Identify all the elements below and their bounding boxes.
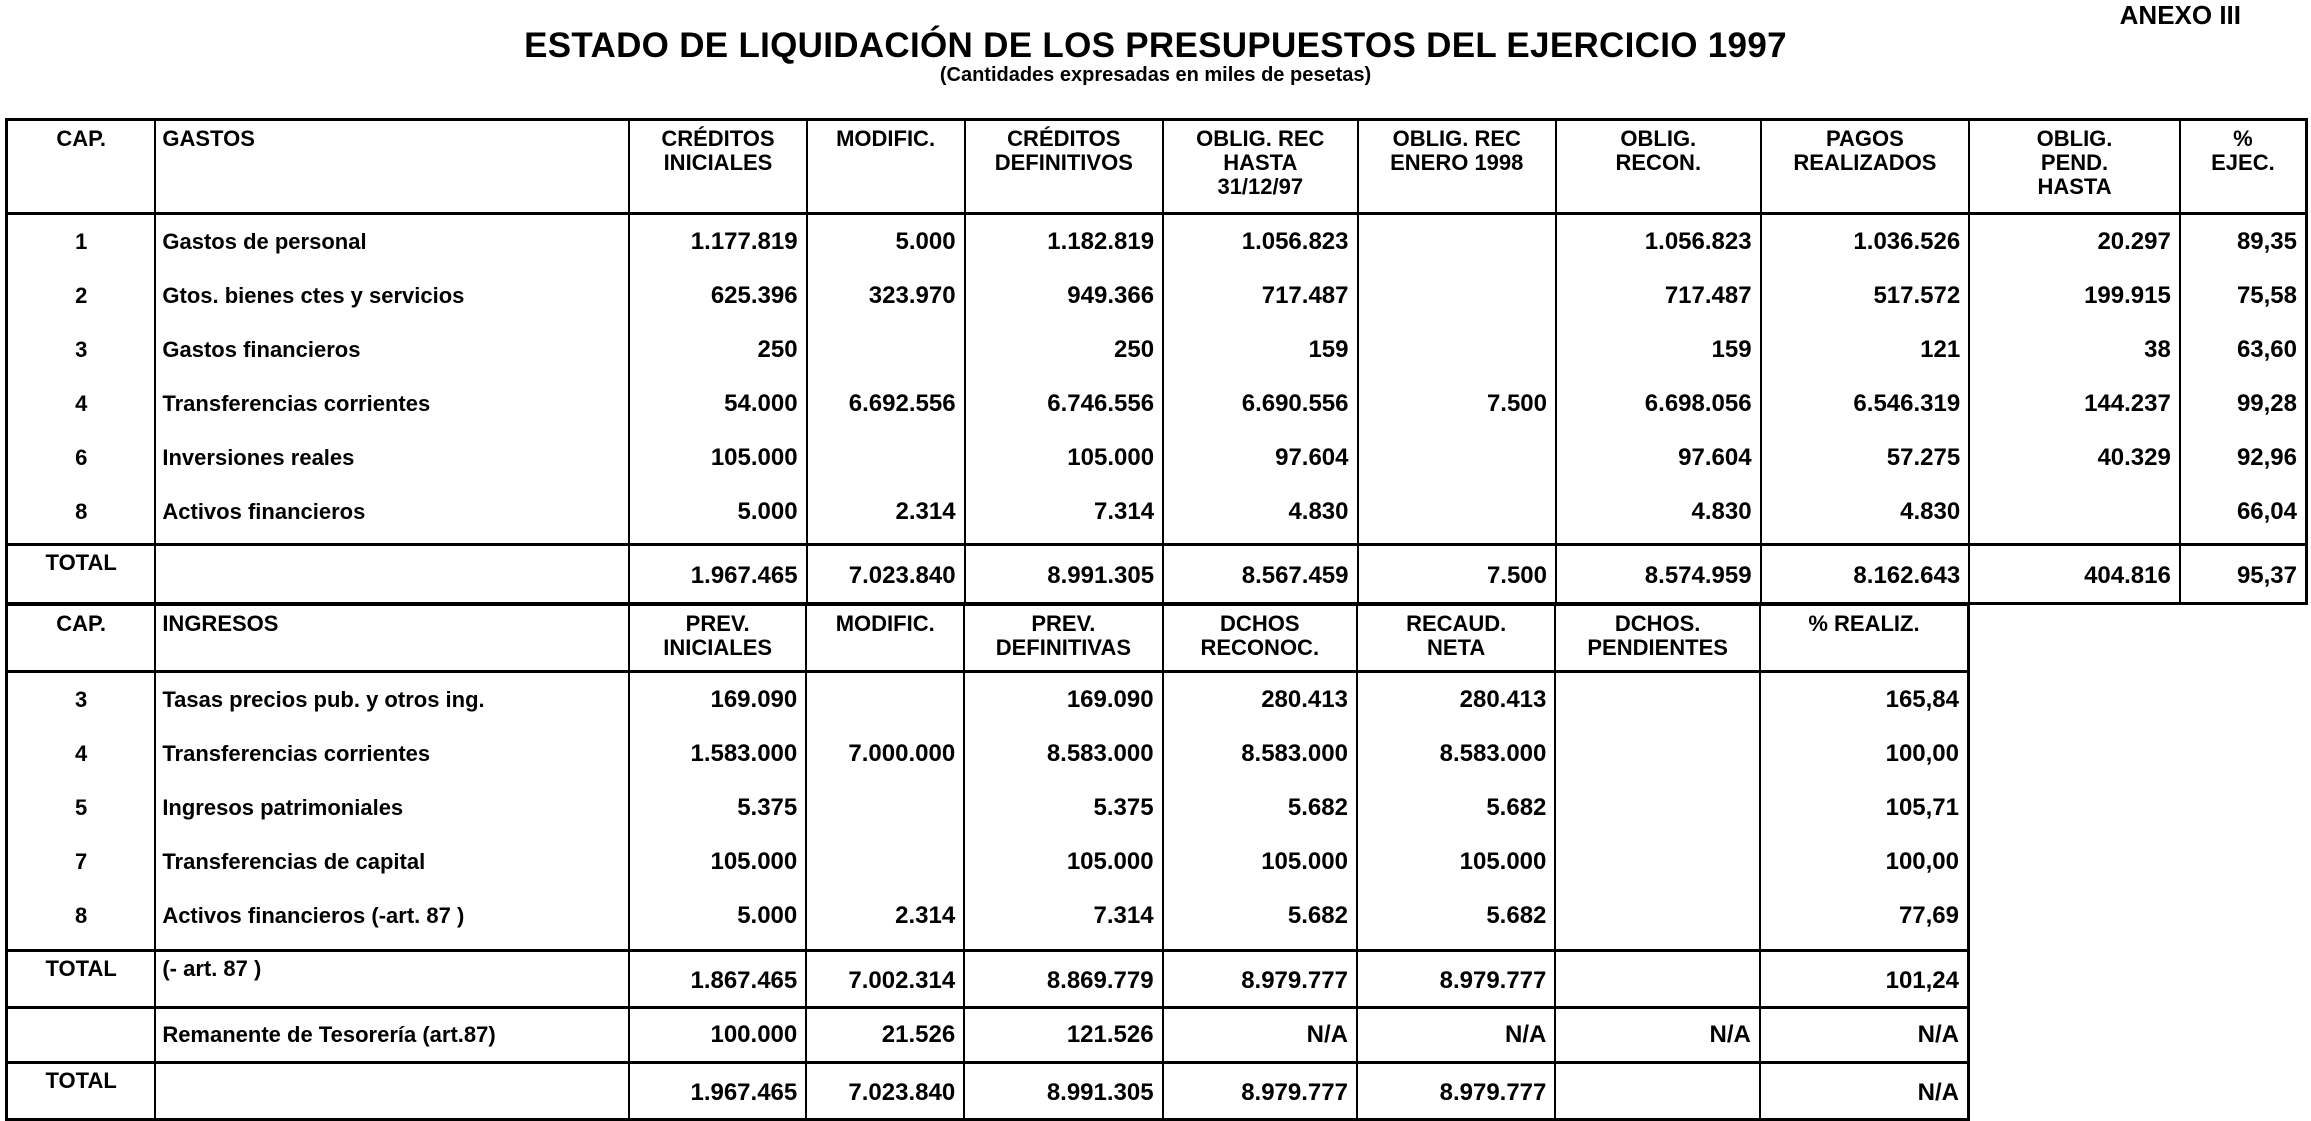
ingresos-cell: Ingresos patrimoniales — [155, 781, 629, 835]
gastos-cell — [1358, 214, 1557, 270]
gastos-header-text: HASTA — [1223, 150, 1298, 175]
ingresos-header-text: DEFINITIVAS — [995, 635, 1132, 660]
gastos-row — [7, 323, 2307, 377]
gastos-header-text: OBLIG. REC — [1196, 126, 1325, 151]
gastos-cell: 144.237 — [1969, 377, 2180, 431]
gastos-cell: 4.830 — [1556, 485, 1761, 539]
gastos-cell: 1.182.819 — [965, 214, 1164, 270]
ingresos-total-cell: 101,24 — [1760, 951, 1969, 1008]
gastos-header-cell — [1761, 120, 1970, 214]
gastos-cell: 6 — [7, 431, 156, 485]
ingresos-cell: 105.000 — [629, 835, 806, 889]
ingresos-total-cell: 8.991.305 — [964, 1063, 1162, 1120]
ingresos-header-text: PREV. — [685, 611, 750, 636]
gastos-cell: 3 — [7, 323, 156, 377]
ingresos-cell: 280.413 — [1163, 672, 1357, 728]
gastos-cell: 121 — [1761, 323, 1970, 377]
gastos-cell: 717.487 — [1163, 269, 1357, 323]
gastos-total-cell: 8.567.459 — [1163, 545, 1357, 604]
ingresos-header-text: RECAUD. — [1406, 611, 1507, 636]
ingresos-cell: 4 — [7, 727, 156, 781]
gastos-header-text: OBLIG. — [1620, 126, 1697, 151]
ingresos-total-cell: 8.979.777 — [1163, 1063, 1357, 1120]
gastos-header-text: RECON. — [1615, 150, 1702, 175]
gastos-cell: 40.329 — [1969, 431, 2180, 485]
gastos-header-text: OBLIG. REC — [1392, 126, 1521, 151]
gastos-total-cell: TOTAL — [7, 545, 156, 604]
gastos-header-text: ENERO 1998 — [1390, 150, 1524, 175]
ingresos-cell: 1.583.000 — [629, 727, 806, 781]
gastos-header-cell — [1163, 120, 1357, 214]
ingresos-cell: 100,00 — [1760, 835, 1969, 889]
ingresos-header-text: PREV. — [1031, 611, 1096, 636]
gastos-row — [7, 214, 2307, 270]
gastos-cell — [1358, 485, 1557, 539]
ingresos-remanente-cell: 121.526 — [964, 1008, 1162, 1063]
gastos-header-cell — [2180, 120, 2307, 214]
ingresos-total-cell — [1555, 951, 1760, 1008]
ingresos-cell: 77,69 — [1760, 889, 1969, 943]
ingresos-header-cell — [1357, 605, 1555, 672]
gastos-header-text: DEFINITIVOS — [994, 150, 1133, 175]
gastos-cell: 1.056.823 — [1556, 214, 1761, 270]
ingresos-cell: 8 — [7, 889, 156, 943]
gastos-header-text: EJEC. — [2211, 150, 2275, 175]
gastos-cell: 89,35 — [2180, 214, 2307, 270]
gastos-header-text: GASTOS — [162, 126, 255, 151]
ingresos-cell: 165,84 — [1760, 672, 1969, 728]
gastos-cell: 250 — [629, 323, 806, 377]
ingresos-row — [7, 889, 1969, 943]
gastos-total-cell: 7.500 — [1358, 545, 1557, 604]
ingresos-cell: 3 — [7, 672, 156, 728]
gastos-cell: 54.000 — [629, 377, 806, 431]
ingresos-header-cell — [964, 605, 1162, 672]
gastos-cell — [1358, 431, 1557, 485]
ingresos-cell: 105.000 — [1163, 835, 1357, 889]
ingresos-cell: 169.090 — [964, 672, 1162, 728]
gastos-cell: 323.970 — [807, 269, 965, 323]
gastos-header-cell — [1358, 120, 1557, 214]
gastos-row — [7, 377, 2307, 431]
ingresos-cell: 105.000 — [964, 835, 1162, 889]
ingresos-total-cell: 8.869.779 — [964, 951, 1162, 1008]
gastos-cell: Gastos financieros — [155, 323, 629, 377]
gastos-cell: 6.692.556 — [807, 377, 965, 431]
ingresos-header-text: DCHOS — [1220, 611, 1300, 636]
gastos-table — [5, 118, 2308, 605]
gastos-cell: 92,96 — [2180, 431, 2307, 485]
gastos-cell: 4.830 — [1163, 485, 1357, 539]
gastos-header-cell — [1556, 120, 1761, 214]
ingresos-cell: 5.375 — [964, 781, 1162, 835]
gastos-header-cell — [629, 120, 806, 214]
ingresos-cell: 7.314 — [964, 889, 1162, 943]
gastos-header-text: CRÉDITOS — [1007, 126, 1121, 151]
gastos-header-text: INICIALES — [663, 150, 773, 175]
gastos-cell: 75,58 — [2180, 269, 2307, 323]
ingresos-cell: 5.682 — [1357, 889, 1555, 943]
gastos-header-text: CRÉDITOS — [661, 126, 775, 151]
gastos-cell — [1358, 269, 1557, 323]
gastos-header-text: % — [2233, 126, 2253, 151]
gastos-total-cell — [155, 545, 629, 604]
ingresos-cell: 5.375 — [629, 781, 806, 835]
ingresos-cell: 7.000.000 — [806, 727, 964, 781]
gastos-cell — [807, 431, 965, 485]
gastos-header-text: PEND. — [2040, 150, 2109, 175]
gastos-cell: 63,60 — [2180, 323, 2307, 377]
ingresos-header-cell — [155, 605, 629, 672]
ingresos-cell: 5.682 — [1163, 781, 1357, 835]
gastos-cell: 20.297 — [1969, 214, 2180, 270]
gastos-cell: 199.915 — [1969, 269, 2180, 323]
gastos-cell: 1.056.823 — [1163, 214, 1357, 270]
ingresos-total-cell: 8.979.777 — [1357, 1063, 1555, 1120]
gastos-header-text: REALIZADOS — [1793, 150, 1937, 175]
ingresos-total-cell: TOTAL — [7, 951, 156, 1008]
gastos-cell: Transferencias corrientes — [155, 377, 629, 431]
gastos-total-cell: 8.162.643 — [1761, 545, 1970, 604]
ingresos-header-text: PENDIENTES — [1587, 635, 1728, 660]
ingresos-cell — [1555, 672, 1760, 728]
gastos-cell: 97.604 — [1163, 431, 1357, 485]
ingresos-total-row — [7, 1063, 1969, 1120]
ingresos-remanente-cell: N/A — [1357, 1008, 1555, 1063]
ingresos-header-cell — [1163, 605, 1357, 672]
ingresos-header-text: INICIALES — [663, 635, 773, 660]
ingresos-row — [7, 781, 1969, 835]
gastos-header-cell — [7, 120, 156, 214]
gastos-header-text: PAGOS — [1825, 126, 1904, 151]
ingresos-header-cell — [629, 605, 806, 672]
ingresos-cell — [1555, 781, 1760, 835]
gastos-cell: 8 — [7, 485, 156, 539]
ingresos-cell: Transferencias corrientes — [155, 727, 629, 781]
gastos-cell: 97.604 — [1556, 431, 1761, 485]
gastos-cell: Gtos. bienes ctes y servicios — [155, 269, 629, 323]
gastos-cell: 66,04 — [2180, 485, 2307, 539]
ingresos-total-cell: N/A — [1760, 1063, 1969, 1120]
ingresos-remanente-cell: N/A — [1760, 1008, 1969, 1063]
ingresos-total-cell: (- art. 87 ) — [155, 951, 629, 1008]
gastos-total-cell: 8.991.305 — [965, 545, 1164, 604]
ingresos-cell: Activos financieros (-art. 87 ) — [155, 889, 629, 943]
ingresos-cell: 169.090 — [629, 672, 806, 728]
ingresos-cell: 8.583.000 — [1163, 727, 1357, 781]
ingresos-header-cell — [7, 605, 156, 672]
gastos-total-cell: 1.967.465 — [629, 545, 806, 604]
gastos-total-cell: 8.574.959 — [1556, 545, 1761, 604]
ingresos-cell — [806, 781, 964, 835]
gastos-cell: 5.000 — [807, 214, 965, 270]
ingresos-cell: 8.583.000 — [964, 727, 1162, 781]
ingresos-row — [7, 727, 1969, 781]
gastos-total-row — [7, 545, 2307, 604]
ingresos-cell: 5.682 — [1357, 781, 1555, 835]
ingresos-header-text: MODIFIC. — [835, 611, 935, 636]
ingresos-header-cell — [806, 605, 964, 672]
gastos-cell: 38 — [1969, 323, 2180, 377]
ingresos-header-row — [7, 605, 1969, 672]
ingresos-remanente-row — [7, 1008, 1969, 1063]
ingresos-cell: 100,00 — [1760, 727, 1969, 781]
ingresos-cell: 5.000 — [629, 889, 806, 943]
ingresos-total-row — [7, 951, 1969, 1008]
gastos-cell — [1358, 323, 1557, 377]
gastos-header-row — [7, 120, 2307, 214]
gastos-cell: Gastos de personal — [155, 214, 629, 270]
gastos-cell: 517.572 — [1761, 269, 1970, 323]
ingresos-header-cell — [1555, 605, 1760, 672]
gastos-cell: 1.036.526 — [1761, 214, 1970, 270]
gastos-cell: 57.275 — [1761, 431, 1970, 485]
gastos-cell: 6.746.556 — [965, 377, 1164, 431]
ingresos-cell — [1555, 889, 1760, 943]
gastos-total-cell: 7.023.840 — [807, 545, 965, 604]
gastos-total-cell: 404.816 — [1969, 545, 2180, 604]
ingresos-row — [7, 672, 1969, 728]
ingresos-header-text: NETA — [1427, 635, 1486, 660]
gastos-cell: 7.500 — [1358, 377, 1557, 431]
gastos-header-cell — [807, 120, 965, 214]
ingresos-header-text: INGRESOS — [162, 611, 279, 636]
ingresos-cell: 2.314 — [806, 889, 964, 943]
gastos-cell: 250 — [965, 323, 1164, 377]
ingresos-cell — [1555, 727, 1760, 781]
ingresos-cell — [806, 835, 964, 889]
ingresos-header-cell — [1760, 605, 1969, 672]
ingresos-cell: 5.682 — [1163, 889, 1357, 943]
ingresos-cell: 5 — [7, 781, 156, 835]
gastos-header-cell — [965, 120, 1164, 214]
ingresos-total-cell — [1555, 1063, 1760, 1120]
ingresos-total-cell — [155, 1063, 629, 1120]
gastos-cell: 4 — [7, 377, 156, 431]
ingresos-cell: 280.413 — [1357, 672, 1555, 728]
ingresos-total-cell: 7.002.314 — [806, 951, 964, 1008]
gastos-cell: 5.000 — [629, 485, 806, 539]
ingresos-remanente-cell: N/A — [1163, 1008, 1357, 1063]
gastos-cell: 4.830 — [1761, 485, 1970, 539]
ingresos-remanente-cell — [7, 1008, 156, 1063]
gastos-cell: 7.314 — [965, 485, 1164, 539]
ingresos-cell — [806, 672, 964, 728]
gastos-cell: Activos financieros — [155, 485, 629, 539]
gastos-cell: 625.396 — [629, 269, 806, 323]
gastos-cell: 99,28 — [2180, 377, 2307, 431]
ingresos-total-cell: 1.867.465 — [629, 951, 806, 1008]
gastos-cell: 2 — [7, 269, 156, 323]
ingresos-cell: Tasas precios pub. y otros ing. — [155, 672, 629, 728]
ingresos-cell: 8.583.000 — [1357, 727, 1555, 781]
gastos-header-text: 31/12/97 — [1217, 174, 1304, 199]
ingresos-header-text: DCHOS. — [1614, 611, 1701, 636]
gastos-cell: 159 — [1163, 323, 1357, 377]
gastos-cell: 159 — [1556, 323, 1761, 377]
ingresos-cell: 105,71 — [1760, 781, 1969, 835]
gastos-cell: 949.366 — [965, 269, 1164, 323]
gastos-header-text: CAP. — [56, 126, 107, 151]
ingresos-cell: Transferencias de capital — [155, 835, 629, 889]
gastos-cell: 2.314 — [807, 485, 965, 539]
ingresos-remanente-cell: Remanente de Tesorería (art.87) — [155, 1008, 629, 1063]
gastos-total-cell: 95,37 — [2180, 545, 2307, 604]
gastos-cell: 717.487 — [1556, 269, 1761, 323]
gastos-row — [7, 431, 2307, 485]
gastos-header-text: OBLIG. — [2036, 126, 2113, 151]
gastos-cell: 1.177.819 — [629, 214, 806, 270]
gastos-header-text: HASTA — [2037, 174, 2112, 199]
ingresos-total-cell: 7.023.840 — [806, 1063, 964, 1120]
ingresos-row — [7, 835, 1969, 889]
ingresos-cell — [1555, 835, 1760, 889]
ingresos-header-text: RECONOC. — [1200, 635, 1320, 660]
gastos-cell — [807, 323, 965, 377]
ingresos-total-cell: 8.979.777 — [1357, 951, 1555, 1008]
gastos-cell: 105.000 — [965, 431, 1164, 485]
ingresos-cell: 105.000 — [1357, 835, 1555, 889]
gastos-cell: 6.546.319 — [1761, 377, 1970, 431]
page-title: ESTADO DE LIQUIDACIÓN DE LOS PRESUPUESTOS DEL EJERCICIO 1997 — [524, 26, 1787, 65]
ingresos-cell: 7 — [7, 835, 156, 889]
gastos-cell: Inversiones reales — [155, 431, 629, 485]
ingresos-total-cell: 1.967.465 — [629, 1063, 806, 1120]
gastos-cell — [1969, 485, 2180, 539]
ingresos-remanente-cell: N/A — [1555, 1008, 1760, 1063]
ingresos-remanente-cell: 100.000 — [629, 1008, 806, 1063]
gastos-header-cell — [1969, 120, 2180, 214]
ingresos-header-text: CAP. — [56, 611, 107, 636]
ingresos-table — [5, 603, 1970, 1121]
ingresos-total-cell: 8.979.777 — [1163, 951, 1357, 1008]
ingresos-remanente-cell: 21.526 — [806, 1008, 964, 1063]
ingresos-header-text: % REALIZ. — [1808, 611, 1920, 636]
gastos-header-cell — [155, 120, 629, 214]
annex-label: ANEXO III — [2119, 0, 2241, 30]
gastos-cell: 6.690.556 — [1163, 377, 1357, 431]
page-subtitle: (Cantidades expresadas en miles de pesetas) — [939, 64, 1372, 86]
gastos-row — [7, 269, 2307, 323]
ingresos-total-cell: TOTAL — [7, 1063, 156, 1120]
gastos-cell: 1 — [7, 214, 156, 270]
gastos-cell: 6.698.056 — [1556, 377, 1761, 431]
gastos-row — [7, 485, 2307, 539]
gastos-cell: 105.000 — [629, 431, 806, 485]
gastos-header-text: MODIFIC. — [836, 126, 936, 151]
